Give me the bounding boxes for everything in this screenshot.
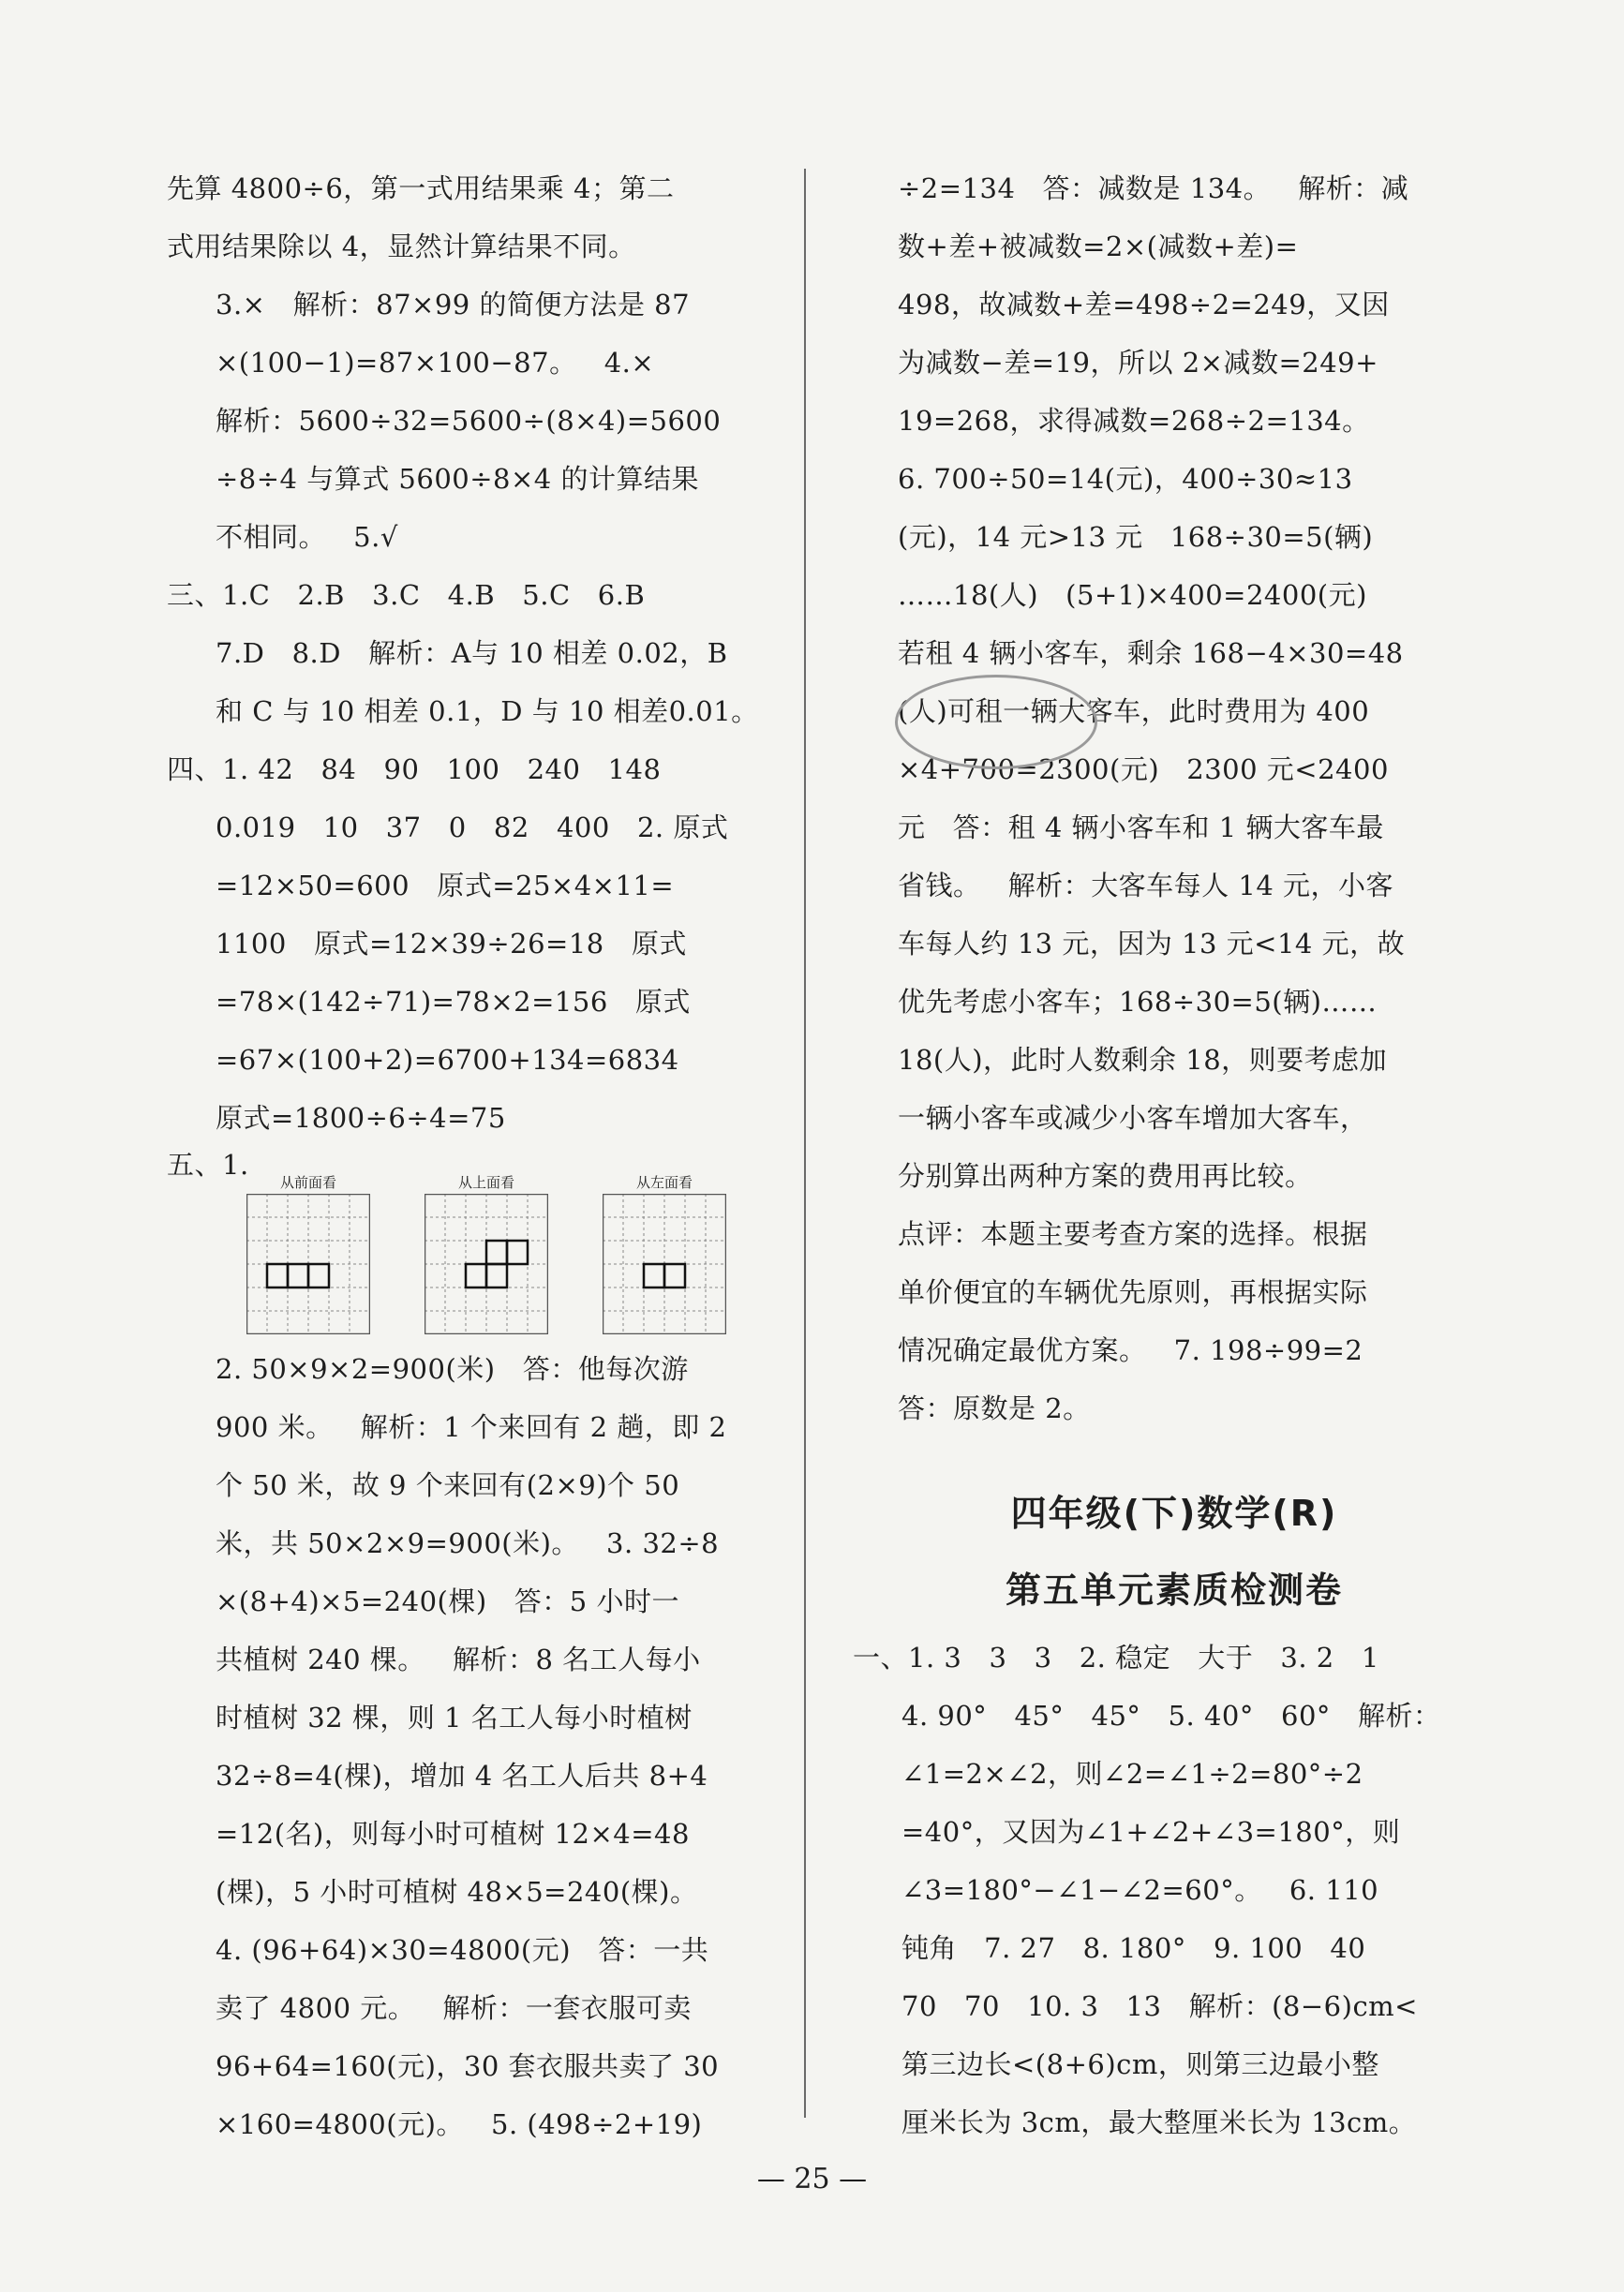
text-line: =12(名)，则每小时可植树 12×4=48 <box>216 1818 690 1850</box>
text-line: 6. 700÷50=14(元)，400÷30≈13 <box>898 463 1353 495</box>
text-line: 省钱。 解析：大客车每人 14 元，小客 <box>898 870 1393 901</box>
section-5-label: 五、1. <box>167 1149 249 1181</box>
text-line: (人)可租一辆大客车，此时费用为 400 <box>898 695 1370 727</box>
text-line: 19=268，求得减数=268÷2=134。 <box>898 405 1370 437</box>
text-line: 3.× 解析：87×99 的简便方法是 87 <box>216 289 691 320</box>
watermark-stamp <box>895 675 1097 769</box>
text-line: 第三边长<(8+6)cm，则第三边最小整 <box>901 2048 1379 2080</box>
right-lines-part2 <box>853 1629 1451 2151</box>
text-line: 元 答：租 4 辆小客车和 1 辆大客车最 <box>898 811 1384 843</box>
text-line: 个 50 米，故 9 个来回有(2×9)个 50 <box>216 1469 680 1501</box>
text-line: =12×50=600 原式=25×4×11= <box>216 870 675 901</box>
front-view-caption: 从前面看 <box>279 1174 336 1191</box>
left-view-caption: 从左面看 <box>635 1174 693 1191</box>
section-3-line: 三、1.C 2.B 3.C 4.B 5.C 6.B <box>167 579 646 611</box>
text-line: ÷2=134 答：减数是 134。 解析：减 <box>898 172 1409 204</box>
text-line: ×160=4800(元)。 5. (498÷2+19) <box>216 2108 703 2140</box>
three-view-figures <box>167 1171 767 1340</box>
text-line: 4. 90° 45° 45° 5. 40° 60° 解析： <box>901 1700 1441 1732</box>
text-line: 车每人约 13 元，因为 13 元<14 元，故 <box>898 928 1406 960</box>
text-line: 32÷8=4(棵)，增加 4 名工人后共 8+4 <box>216 1760 708 1792</box>
section-4-line: 四、1. 42 84 90 100 240 148 <box>167 753 662 785</box>
right-column <box>853 159 1451 2151</box>
text-line: ……18(人) (5+1)×400=2400(元) <box>898 579 1367 611</box>
text-line: ∠3=180°−∠1−∠2=60°。 6. 110 <box>901 1874 1379 1906</box>
text-line: 钝角 7. 27 8. 180° 9. 100 40 <box>901 1932 1366 1964</box>
text-line: (棵)，5 小时可植树 48×5=240(棵)。 <box>216 1876 698 1908</box>
left-lines-part1 <box>167 159 767 1147</box>
text-line: 2. 50×9×2=900(米) 答：他每次游 <box>216 1353 689 1385</box>
text-line: 96+64=160(元)，30 套衣服共卖了 30 <box>216 2050 720 2082</box>
text-line: =67×(100+2)=6700+134=6834 <box>216 1044 679 1076</box>
text-line: 卖了 4800 元。 解析：一套衣服可卖 <box>216 1992 692 2024</box>
text-line: ×4+700=2300(元) 2300 元<2400 <box>898 753 1389 785</box>
text-line: 不相同。 5.√ <box>216 521 398 553</box>
unit-test-heading: 第五单元素质检测卷 <box>1005 1570 1343 1611</box>
text-line: 900 米。 解析：1 个来回有 2 趟，即 2 <box>216 1411 727 1443</box>
text-line: (元)，14 元>13 元 168÷30=5(辆) <box>898 521 1374 553</box>
text-line: 和 C 与 10 相差 0.1，D 与 10 相差0.01。 <box>216 695 759 727</box>
text-line: 解析：5600÷32=5600÷(8×4)=5600 <box>216 405 722 437</box>
text-line: 498，故减数+差=498÷2=249，又因 <box>898 289 1390 320</box>
text-line: 情况确定最优方案。 7. 198÷99=2 <box>898 1334 1363 1366</box>
text-line: 一辆小客车或减少小客车增加大客车， <box>898 1102 1368 1134</box>
text-line: 时植树 32 棵，则 1 名工人每小时植树 <box>216 1702 693 1734</box>
text-line: ÷8÷4 与算式 5600÷8×4 的计算结果 <box>216 463 699 495</box>
text-line: 优先考虑小客车；168÷30=5(辆)…… <box>898 986 1378 1018</box>
left-lines-part2 <box>167 1340 767 2153</box>
text-line: 单价便宜的车辆优先原则，再根据实际 <box>898 1276 1368 1308</box>
front-view-figure <box>246 1171 370 1334</box>
top-view-figure <box>425 1171 548 1334</box>
text-line: 70 70 10. 3 13 解析：(8−6)cm< <box>901 1990 1418 2022</box>
text-line: =40°，又因为∠1+∠2+∠3=180°，则 <box>901 1816 1401 1848</box>
section-1-line: 一、1. 3 3 3 2. 稳定 大于 3. 2 1 <box>853 1642 1379 1674</box>
text-line: 18(人)，此时人数剩余 18，则要考虑加 <box>898 1044 1388 1076</box>
text-line: ×(100−1)=87×100−87。 4.× <box>216 347 655 379</box>
page-number: — 25 — <box>756 2163 868 2195</box>
text-line: 4. (96+64)×30=4800(元) 答：一共 <box>216 1934 709 1966</box>
text-line: 0.019 10 37 0 82 400 2. 原式 <box>216 811 729 843</box>
top-view-caption: 从上面看 <box>457 1174 514 1191</box>
top-view-grid <box>425 1194 548 1334</box>
text-line: 厘米长为 3cm，最大整厘米长为 13cm。 <box>901 2106 1417 2138</box>
text-line: 若租 4 辆小客车，剩余 168−4×30=48 <box>898 637 1404 669</box>
text-line: 先算 4800÷6，第一式用结果乘 4；第二 <box>167 172 675 204</box>
grade-subject-heading: 四年级(下)数学(R) <box>1010 1493 1338 1534</box>
section-5-row <box>167 1147 767 1181</box>
text-line: ∠1=2×∠2，则∠2=∠1÷2=80°÷2 <box>901 1758 1363 1790</box>
text-line: 1100 原式=12×39÷26=18 原式 <box>216 928 687 960</box>
text-line: 答：原数是 2。 <box>898 1392 1091 1424</box>
text-line: 7.D 8.D 解析：A与 10 相差 0.02，B <box>216 637 728 669</box>
text-line: =78×(142÷71)=78×2=156 原式 <box>216 986 691 1018</box>
text-line: 共植树 240 棵。 解析：8 名工人每小 <box>216 1644 701 1675</box>
column-divider <box>804 169 806 2118</box>
text-line: ×(8+4)×5=240(棵) 答：5 小时一 <box>216 1585 679 1617</box>
text-line: 式用结果除以 4，显然计算结果不同。 <box>167 231 636 262</box>
left-view-grid <box>603 1194 726 1334</box>
text-line: 点评：本题主要考查方案的选择。根据 <box>898 1218 1368 1250</box>
left-view-figure <box>603 1171 726 1334</box>
text-line: 为减数−差=19，所以 2×减数=249+ <box>898 347 1378 379</box>
right-lines-part1 <box>898 159 1451 1437</box>
text-line: 分别算出两种方案的费用再比较。 <box>898 1160 1313 1192</box>
text-line: 原式=1800÷6÷4=75 <box>216 1102 506 1134</box>
text-line: 数+差+被减数=2×(减数+差)= <box>898 231 1299 262</box>
text-line: 米，共 50×2×9=900(米)。 3. 32÷8 <box>216 1527 720 1559</box>
left-column <box>167 159 767 2153</box>
front-view-grid <box>246 1194 370 1334</box>
